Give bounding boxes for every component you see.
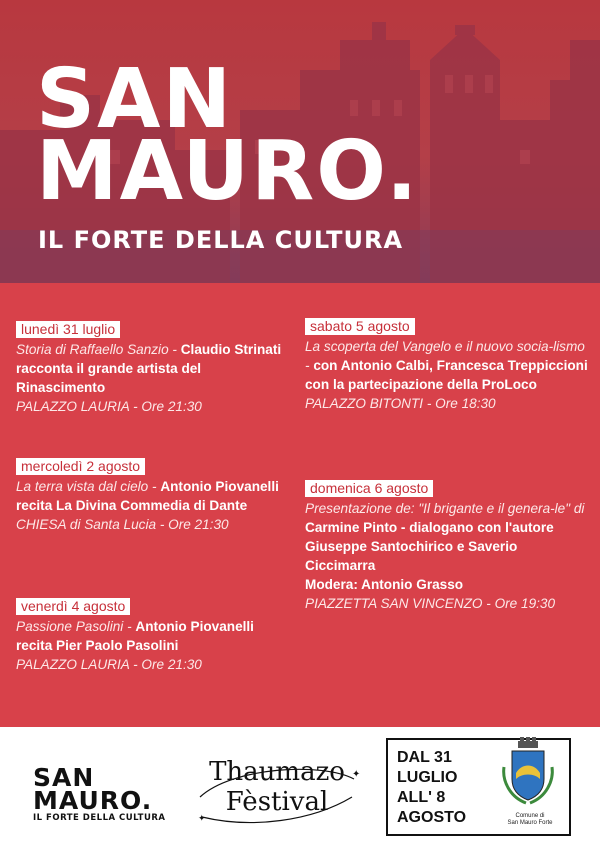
event-date: domenica 6 agosto: [305, 480, 433, 497]
event-text: con Antonio Calbi, Francesca Treppiccioni con la partecipazione della ProLoco: [305, 358, 588, 392]
comune-line-2: San Mauro Forte: [507, 820, 553, 826]
dates-line-4: AGOSTO: [397, 809, 467, 826]
logo-line-2: MAURO.: [33, 786, 153, 815]
hero-banner: [0, 0, 600, 283]
event-date: sabato 5 agosto: [305, 318, 415, 335]
dates-line-1: DAL 31: [397, 749, 452, 766]
event-item: [305, 317, 590, 413]
event-date: venerdì 4 agosto: [16, 598, 130, 615]
event-text: Antonio Piovanelli recita Pier Paolo Pasolini: [16, 619, 254, 653]
event-date: lunedì 31 luglio: [16, 321, 120, 338]
footer-logo: [33, 763, 166, 824]
event-moderator: Modera: Antonio Grasso: [305, 577, 464, 592]
event-description: La scoperta del Vangelo e il nuovo socia-lismo -: [305, 339, 585, 373]
comune-line-1: Comune di: [515, 813, 545, 819]
title-line-1: SAN: [36, 52, 234, 147]
event-text: Carmine Pinto - dialogano con l'autore Giuseppe Santochirico e Saverio Ciccimarra: [305, 520, 554, 573]
event-item: [16, 597, 286, 674]
event-place: PALAZZO BITONTI - Ore 18:30: [305, 396, 496, 411]
footer: [0, 727, 600, 849]
event-place: PALAZZO LAURIA - Ore 21:30: [16, 657, 202, 672]
event-program: [0, 283, 600, 727]
event-place: CHIESA di Santa Lucia - Ore 21:30: [16, 517, 229, 532]
event-description: Passione Pasolini -: [16, 619, 136, 634]
event-date: mercoledì 2 agosto: [16, 458, 145, 475]
comune-logo: [490, 733, 566, 826]
event-text: Claudio Strinati racconta il grande artista del Rinascimento: [16, 342, 282, 395]
svg-text:✦: ✦: [198, 814, 206, 824]
event-place: PIAZZETTA SAN VINCENZO - Ore 19:30: [305, 596, 556, 611]
event-item: [305, 479, 590, 613]
logo-subtitle: IL FORTE DELLA CULTURA: [33, 813, 166, 823]
festival-dates: [397, 748, 466, 828]
event-text: Antonio Piovanelli recita La Divina Commedia di Dante: [16, 479, 279, 513]
event-description: Storia di Raffaello Sanzio -: [16, 342, 181, 357]
page-subtitle: IL FORTE DELLA CULTURA: [38, 226, 404, 254]
event-place: PALAZZO LAURIA - Ore 21:30: [16, 399, 202, 414]
festival-line-2: Fèstival: [225, 787, 329, 817]
dates-line-2: LUGLIO: [397, 769, 458, 786]
page-title: [36, 52, 420, 219]
festival-logo: [192, 757, 362, 827]
festival-line-1: Thaumazo: [209, 757, 345, 787]
title-line-2: MAURO.: [36, 124, 420, 219]
svg-text:✦: ✦: [352, 769, 361, 780]
logo-line-1: SAN: [33, 763, 95, 792]
event-description: La terra vista dal cielo -: [16, 479, 161, 494]
comune-name: [490, 813, 570, 827]
comune-coat-of-arms-icon: [490, 733, 566, 813]
festival-swoosh-icon: [192, 757, 362, 827]
event-description: Presentazione de: "Il brigante e il genera-le" di: [305, 501, 585, 516]
event-item: [16, 457, 286, 534]
event-item: [16, 320, 286, 416]
dates-line-3: ALL' 8: [397, 789, 446, 806]
